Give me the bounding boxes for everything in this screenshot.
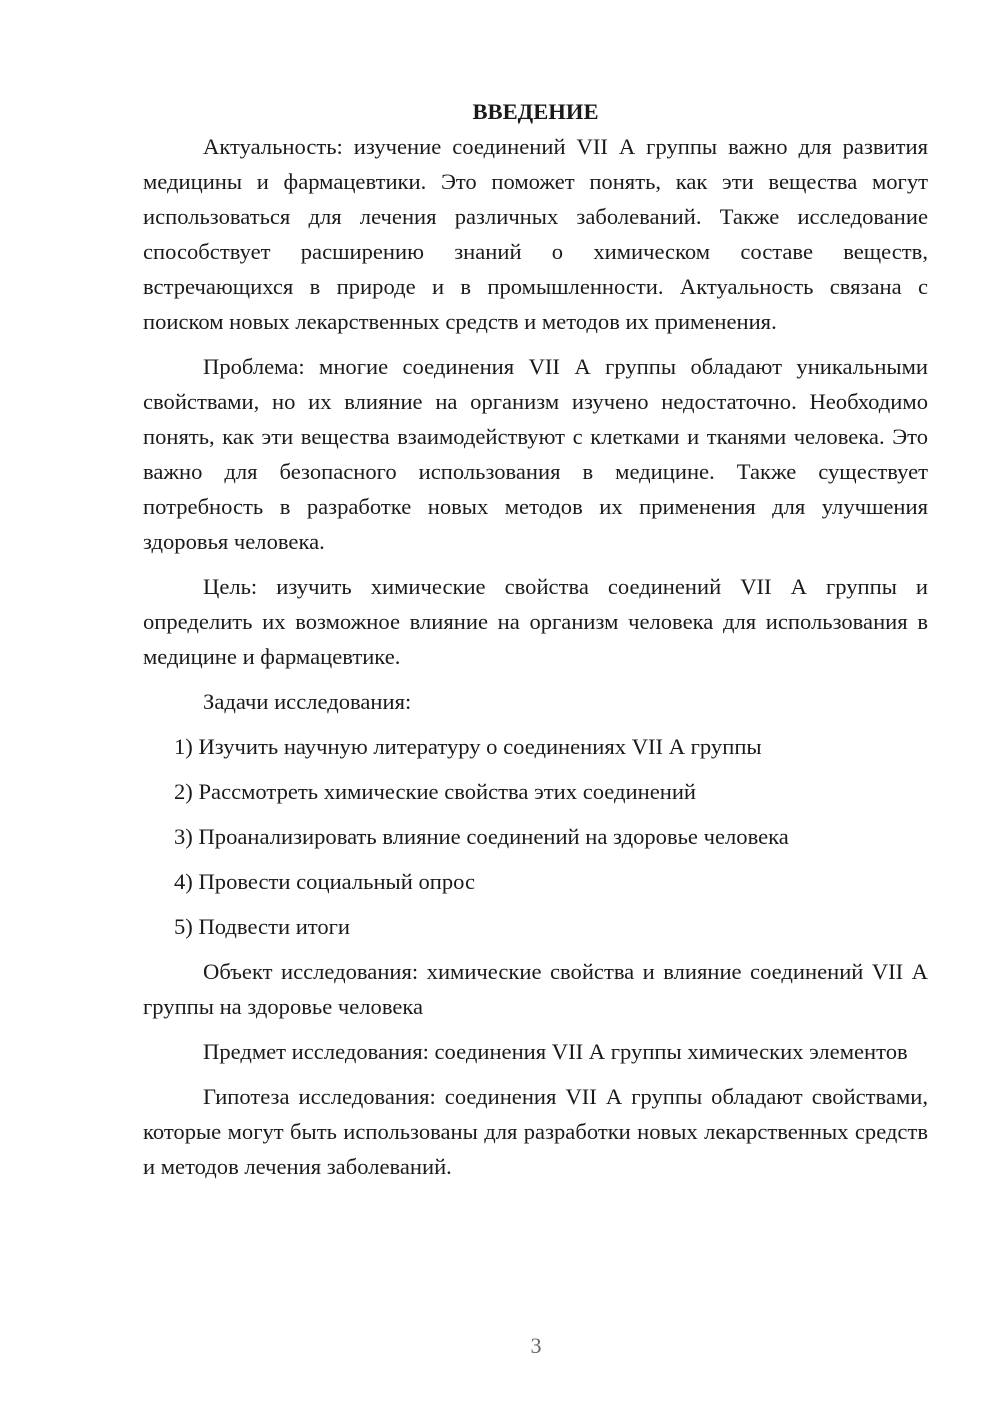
page-title: ВВЕДЕНИЕ [472, 99, 599, 124]
document-body [143, 94, 928, 1184]
page-number: 3 [530, 1333, 542, 1358]
subject-paragraph: Предмет исследования: соединения VII А группы химических элементов [203, 1039, 908, 1064]
list-item: 1) Изучить научную литературу о соединениях VII А группы [174, 734, 762, 759]
object-paragraph: Объект исследования: химические свойства и влияние соединений VII А группы на здоровье человека [143, 959, 928, 1019]
list-item: 2) Рассмотреть химические свойства этих соединений [174, 779, 697, 804]
relevance-paragraph: Актуальность: изучение соединений VII А группы важно для развития медицины и фармацевтики. Это поможет понять, как эти вещества могут использоваться для лечения различных заболеваний. Также исследование способствует расширению знаний о химическом составе веществ, встречающихся в природе и в промышленности. Актуальность связана с поиском новых лекарственных средств и методов их применения. [143, 134, 928, 334]
list-item: 3) Проанализировать влияние соединений на здоровье человека [174, 824, 789, 849]
list-item: 4) Провести социальный опрос [174, 869, 476, 894]
tasks-list [143, 729, 928, 944]
list-item: 5) Подвести итоги [174, 914, 351, 939]
goal-paragraph: Цель: изучить химические свойства соединений VII А группы и определить их возможное влияние на организм человека для использования в медицине и фармацевтике. [143, 574, 928, 669]
problem-paragraph: Проблема: многие соединения VII А группы обладают уникальными свойствами, но их влияние на организм изучено недостаточно. Необходимо понять, как эти вещества взаимодействуют с клетками и тканями человека. Это важно для безопасного использования в медицине. Также существует потребность в разработке новых методов их применения для улучшения здоровья человека. [143, 354, 928, 554]
tasks-heading: Задачи исследования: [203, 689, 412, 714]
hypothesis-paragraph: Гипотеза исследования: соединения VII А группы обладают свойствами, которые могут быть использованы для разработки новых лекарственных средств и методов лечения заболеваний. [143, 1084, 928, 1179]
